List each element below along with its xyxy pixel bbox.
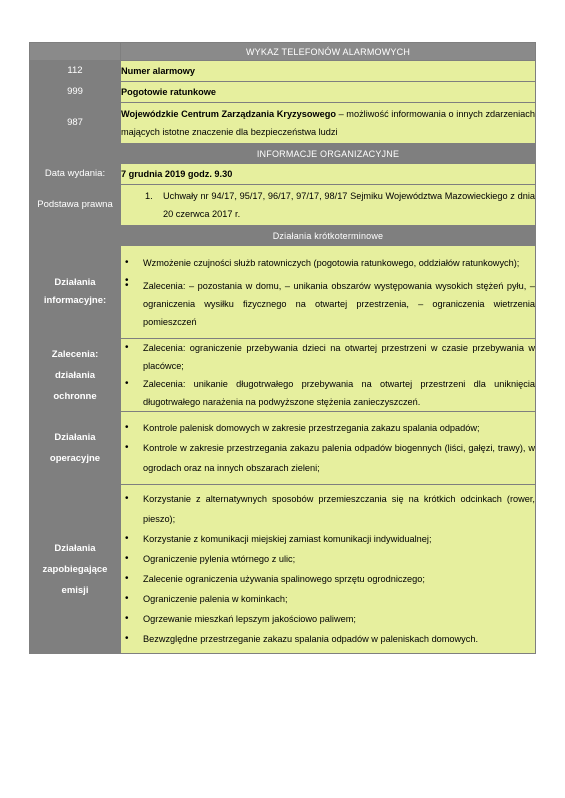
list-item: • Ogrzewanie mieszkań lepszym jakościowo paliwem; xyxy=(121,609,535,629)
group-row-protective xyxy=(30,339,536,412)
list-number: 1. xyxy=(145,191,153,201)
bullet-list xyxy=(121,418,535,478)
short-term-header: Działania krótkoterminowe xyxy=(121,226,536,246)
org-section-header: INFORMACJE ORGANIZACYJNE xyxy=(121,144,536,164)
group-label-text: Działania operacyjne xyxy=(49,432,101,464)
list-item: • Zalecenia: ograniczenie przebywania dzieci na otwartej przestrzeni w czasie przebywania w placówce; xyxy=(121,339,535,375)
list-item: • Zalecenie ograniczenia używania spalinowego sprzętu ogrodniczego; xyxy=(121,569,535,589)
legal-basis-row xyxy=(30,185,536,226)
alarm-header-row xyxy=(30,43,536,61)
phone-number: 999 xyxy=(30,82,121,103)
group-row-operational xyxy=(30,412,536,485)
phone-number: 112 xyxy=(30,61,121,82)
group-items-cell xyxy=(121,246,536,339)
issue-date-label: Data wydania: xyxy=(30,164,121,185)
section-spacer-cell xyxy=(30,226,121,246)
legal-basis-text: Uchwały nr 94/17, 95/17, 96/17, 97/17, 98/17 Sejmiku Województwa Mazowieckiego z dnia 20 czerwca 2017 r. xyxy=(163,191,535,219)
group-label xyxy=(30,339,121,412)
group-label xyxy=(30,412,121,485)
group-row-informational xyxy=(30,246,536,339)
list-item: • Kontrole w zakresie przestrzegania zakazu palenia odpadów biogennych (liści, gałęzi, trawy), w ogrodach oraz na innych obszarach zieleni; xyxy=(121,438,535,478)
list-item: • Wzmożenie czujności służb ratowniczych (pogotowia ratunkowego, oddziałów ratunkowych); xyxy=(121,254,535,272)
list-item: • Bezwzględne przestrzeganie zakazu spalania odpadów w paleniskach domowych. xyxy=(121,629,535,649)
alarm-info-table xyxy=(29,42,536,654)
issue-date-value: 7 grudnia 2019 godz. 9.30 xyxy=(121,164,536,185)
alarm-row-987 xyxy=(30,103,536,144)
group-label-text: Zalecenia: działania ochronne xyxy=(51,348,99,402)
list-item: • Korzystanie z alternatywnych sposobów przemieszczania się na krótkich odcinkach (rower, pieszo); xyxy=(121,489,535,529)
short-term-header-row xyxy=(30,226,536,246)
list-item: • Kontrole palenisk domowych w zakresie przestrzegania zakazu spalania odpadów; xyxy=(121,418,535,438)
alarm-section-header: WYKAZ TELEFONÓW ALARMOWYCH xyxy=(121,43,536,61)
section-spacer-cell xyxy=(30,144,121,164)
issue-date-row xyxy=(30,164,536,185)
list-item: • Ograniczenie pylenia wtórnego z ulic; xyxy=(121,549,535,569)
alarm-row-999 xyxy=(30,82,536,103)
list-item: • Zalecenia: – pozostania w domu, – unikania obszarów występowania wysokich stężeń pyłu, – ograniczenia wysiłku fizycznego na otwartej przestrzenia, – ograniczenia wietrzenia pomieszczeń xyxy=(121,277,535,331)
legal-basis-list xyxy=(121,187,535,223)
group-row-emission xyxy=(30,485,536,654)
phone-label: Pogotowie ratunkowe xyxy=(121,82,536,103)
alarm-row-112 xyxy=(30,61,536,82)
group-label-text: Działania zapobiegające emisji xyxy=(42,542,108,596)
group-items-cell xyxy=(121,339,536,412)
list-item: • Zalecenia: unikanie długotrwałego przebywania na otwartej przestrzeni dla uniknięcia długotrwałego narażenia na podwyższone stężenia zanieczyszczeń. xyxy=(121,375,535,411)
crisis-center-description: – możliwość informowania o innych zdarzeniach mających istotne znaczenie dla bezpieczeństwa ludzi xyxy=(121,109,535,137)
phone-number: 987 xyxy=(30,103,121,144)
group-label xyxy=(30,485,121,654)
bullet-list xyxy=(121,339,535,411)
phone-label xyxy=(121,103,536,144)
section-spacer-cell xyxy=(30,43,121,61)
bullet-list xyxy=(121,489,535,649)
group-items-cell xyxy=(121,412,536,485)
group-items-cell xyxy=(121,485,536,654)
list-item xyxy=(121,187,535,223)
list-item: • Ograniczenie palenia w kominkach; xyxy=(121,589,535,609)
group-label: Działania informacyjne: xyxy=(30,246,121,339)
org-header-row xyxy=(30,144,536,164)
bullet-list xyxy=(121,254,535,331)
crisis-center-name: Wojewódzkie Centrum Zarządzania Kryzysowego xyxy=(121,109,336,119)
list-item: • Korzystanie z komunikacji miejskiej zamiast komunikacji indywidualnej; xyxy=(121,529,535,549)
legal-basis-cell xyxy=(121,185,536,226)
phone-label: Numer alarmowy xyxy=(121,61,536,82)
legal-basis-label: Podstawa prawna xyxy=(30,185,121,226)
